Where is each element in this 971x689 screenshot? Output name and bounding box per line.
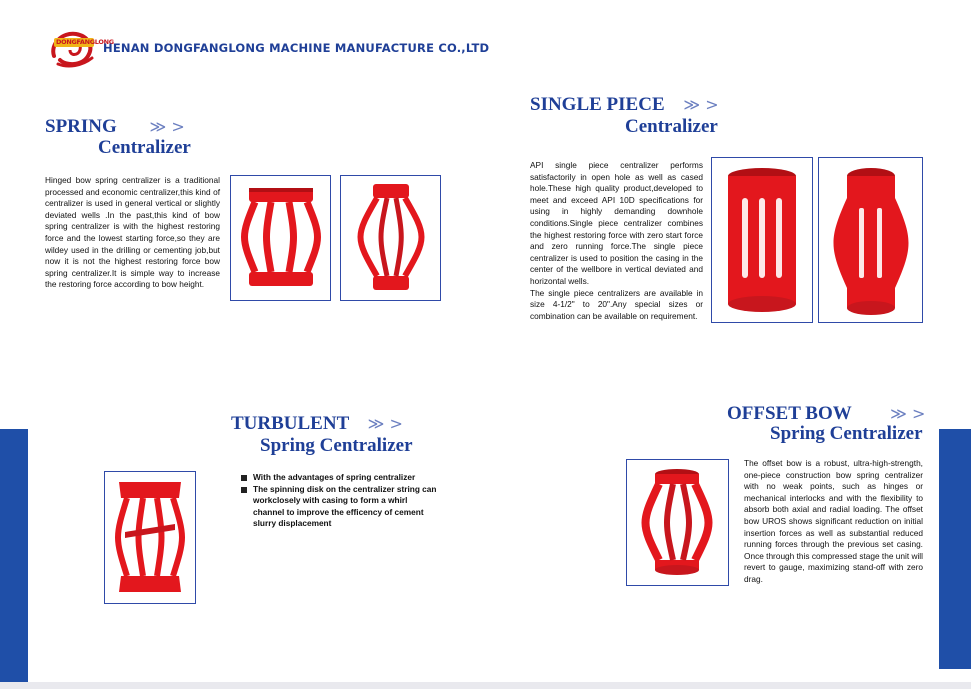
single-piece-centralizer-image: [712, 158, 812, 322]
chevron-right-icon: ≫ >: [683, 95, 719, 114]
spring-centralizer-photo-2: [340, 175, 441, 301]
single-piece-description-p2: The single piece centralizers are available in size 4-1/2" to 20".Any special sizes or combination can be available on requirement.: [530, 287, 703, 321]
list-item: The spinning disk on the centralizer string can workclosely with casing to form a whirl channel to improve the efficency of cement slurry displacement: [240, 484, 440, 530]
logo-text: DONGFANGLONG: [56, 38, 114, 46]
offset-bow-centralizer-image: [627, 460, 728, 585]
turbulent-title: [231, 414, 403, 433]
company-name: HENAN DONGFANGLONG MACHINE MANUFACTURE CO.,LTD: [103, 41, 490, 55]
list-item: With the advantages of spring centralizer: [240, 472, 440, 484]
turbulent-photo: [104, 471, 196, 604]
chevron-right-icon: ≫ >: [149, 117, 185, 136]
spring-centralizer-photo-1: [230, 175, 331, 301]
spring-title: [45, 117, 185, 136]
offset-bow-subtitle: Spring Centralizer: [770, 423, 923, 444]
chevron-right-icon: ≫ >: [890, 404, 926, 423]
spring-subtitle: Centralizer: [98, 137, 191, 158]
turbulent-subtitle: Spring Centralizer: [260, 435, 413, 456]
dragon-logo-icon: [48, 26, 100, 70]
single-piece-photo-2: [818, 157, 923, 323]
single-piece-description: [530, 160, 703, 322]
single-piece-photo-1: [711, 157, 813, 323]
offset-bow-description: The offset bow is a robust, ultra-high-strength, one-piece construction bow spring centralizer with no weak points, such as hinges or mechanical interlocks and with the flexibility to absorb both axial and radial loading. The offset bow UROS shows significant reduction on initial insertion forces as well as substantial reduced running forces through the previous set casing. Once through this compressed stage the unit will revert to gauge, maximizing stand-off with zero drag.: [744, 458, 923, 584]
left-side-bar: [0, 429, 28, 682]
bow-spring-centralizer-image: [341, 176, 440, 300]
right-side-bar: [939, 429, 971, 669]
offset-bow-title: [727, 404, 925, 423]
turbulent-bullets: [240, 472, 440, 530]
single-piece-description-p1: API single piece centralizer performs satisfactorily in open hole as well as cased hole.These high quality product,developed to meet and exceed API 10D specifications for using in highly demanding downhole conditions.Single piece centralizer combines the highest restoring force with zero start force and zero running force.The single piece centralizer is used to position the casing in the center of the wellbore in vertical deviated and horizontal wells.: [530, 160, 703, 286]
turbulent-title-line1: TURBULENT: [231, 413, 349, 434]
single-piece-centralizer-image: [819, 158, 922, 322]
single-piece-title: [530, 95, 719, 114]
bottom-strip: [0, 682, 971, 689]
company-logo: [48, 26, 114, 70]
offset-bow-title-line1: OFFSET BOW: [727, 403, 852, 424]
single-piece-subtitle: Centralizer: [625, 116, 718, 137]
chevron-right-icon: ≫ >: [367, 414, 403, 433]
hinged-centralizer-image: [231, 176, 330, 300]
spring-title-line1: SPRING: [45, 116, 117, 137]
offset-bow-photo: [626, 459, 729, 586]
spring-description: Hinged bow spring centralizer is a traditional processed and economic centralizer,this kind of centralizer is used in general vertical or slightly deviated wells .In the past,this kind of bow spring centralizer is with the highest restoring force and the lowest starting force,so they are wildey used in the drilling or cementing job,but now it is not the highest restoring force bow spring centralizer.It is simple way to increase the restoring force according to bow height.: [45, 175, 220, 290]
turbulent-centralizer-image: [105, 472, 195, 603]
single-piece-title-line1: SINGLE PIECE: [530, 94, 665, 115]
